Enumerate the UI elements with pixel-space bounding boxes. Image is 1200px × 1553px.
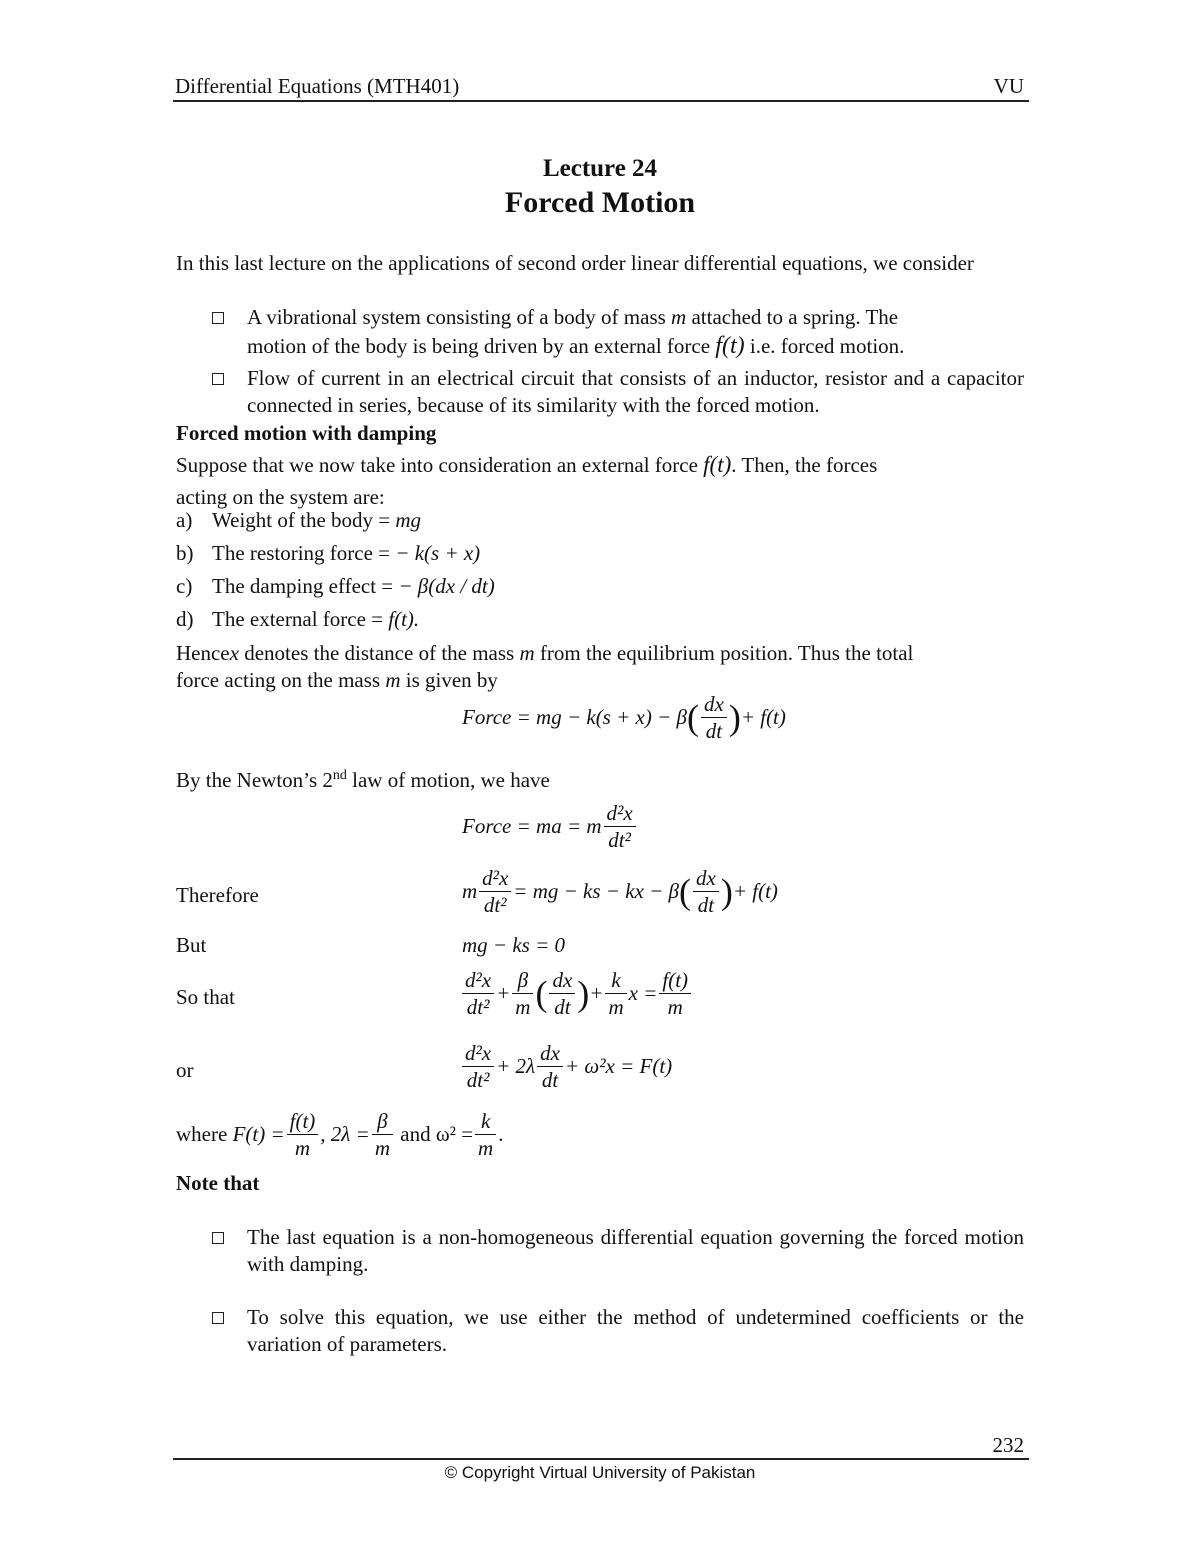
or-label: or [176,1058,194,1082]
header-university: VU [993,74,1024,98]
but-equation: mg − ks = 0 [462,933,566,957]
footer-divider [173,1458,1029,1460]
page-number: 232 [992,1433,1024,1457]
newton-law-text: By the Newton’s 2nd law of motion, we have [176,768,550,792]
page-title: Forced Motion [504,186,696,219]
list-item: Weight of the body = mg [212,508,422,532]
header-course-title: Differential Equations (MTH401) [175,74,460,98]
checkbox-bullet-icon [212,373,226,387]
list-item: The restoring force = − k(s + x) [212,541,481,565]
section-heading: Forced motion with damping [176,421,437,445]
checkbox-bullet-icon [212,312,226,326]
therefore-label: Therefore [176,883,259,907]
list-label: b) [176,541,194,565]
list-item: The external force = f(t). [212,607,420,631]
note-bullet-2: To solve this equation, we use either the method of undetermined coefficients or the variation of parameters. [247,1305,1024,1356]
header-divider [173,100,1029,102]
note-bullet-1: The last equation is a non-homogeneous differential equation governing the forced motion with damping. [247,1225,1024,1276]
section-paragraph-1: Suppose that we now take into consideration an external force f(t). Then, the forces acting on the system are: [176,452,878,509]
note-heading: Note that [176,1171,260,1195]
so-that-equation: $\frac{\text{d²x}}{\text{dt²}}$ + $\frac{\beta}{m}$ ( $\frac{dx}{dt}$ )+ $\frac{k}{m}$ x = $\frac{f(t)}{m}$ [460,967,693,1020]
but-label: But [176,933,207,957]
list-label: a) [176,508,193,532]
intro-paragraph: In this last lecture on the applications of second order linear differential equations, we consider [176,251,974,275]
lecture-number: Lecture 24 [542,155,658,182]
newton-equation: Force = ma = m $\frac{\text{d²x}}{\text{dt²}}$ [462,800,638,853]
checkbox-bullet-icon [212,1312,226,1326]
intro-bullet-1: A vibrational system consisting of a body of mass m attached to a spring. The motion of the body is being driven by an external force f(t) i.e. forced motion. [247,305,905,359]
where-definitions: where F(t) = $\frac{f(t)}{m}$ , 2λ = $\frac{\beta}{m}$ and ω² = $\frac{k}{m}$ . [176,1109,504,1160]
intro-bullet-2: Flow of current in an electrical circuit that consists of an inductor, resistor and a capacitor connected in series, because of its similarity with the forced motion. [247,366,1024,417]
force-equation: Force = mg − k(s + x) − β( $\frac{dx}{dt}$ )+ f(t) [462,692,786,743]
copyright-notice: © Copyright Virtual University of Pakistan [444,1463,756,1482]
therefore-equation: m $\frac{\text{d²x}}{\text{dt²}}$ = mg − ks − kx − β( $\frac{dx}{dt}$ )+ f(t) [462,866,778,917]
list-item: The damping effect = − β(dx / dt) [212,574,495,598]
section-paragraph-2: Hencex denotes the distance of the mass m from the equilibrium position. Thus the total force acting on the mass m is given by [176,641,914,692]
so-that-label: So that [176,985,235,1009]
or-equation: $\frac{\text{d²x}}{\text{dt²}}$ + 2λ $\frac{dx}{dt}$ + ω²x = F(t) [460,1040,672,1093]
list-label: d) [176,607,194,631]
list-label: c) [176,574,193,598]
checkbox-bullet-icon [212,1232,226,1246]
